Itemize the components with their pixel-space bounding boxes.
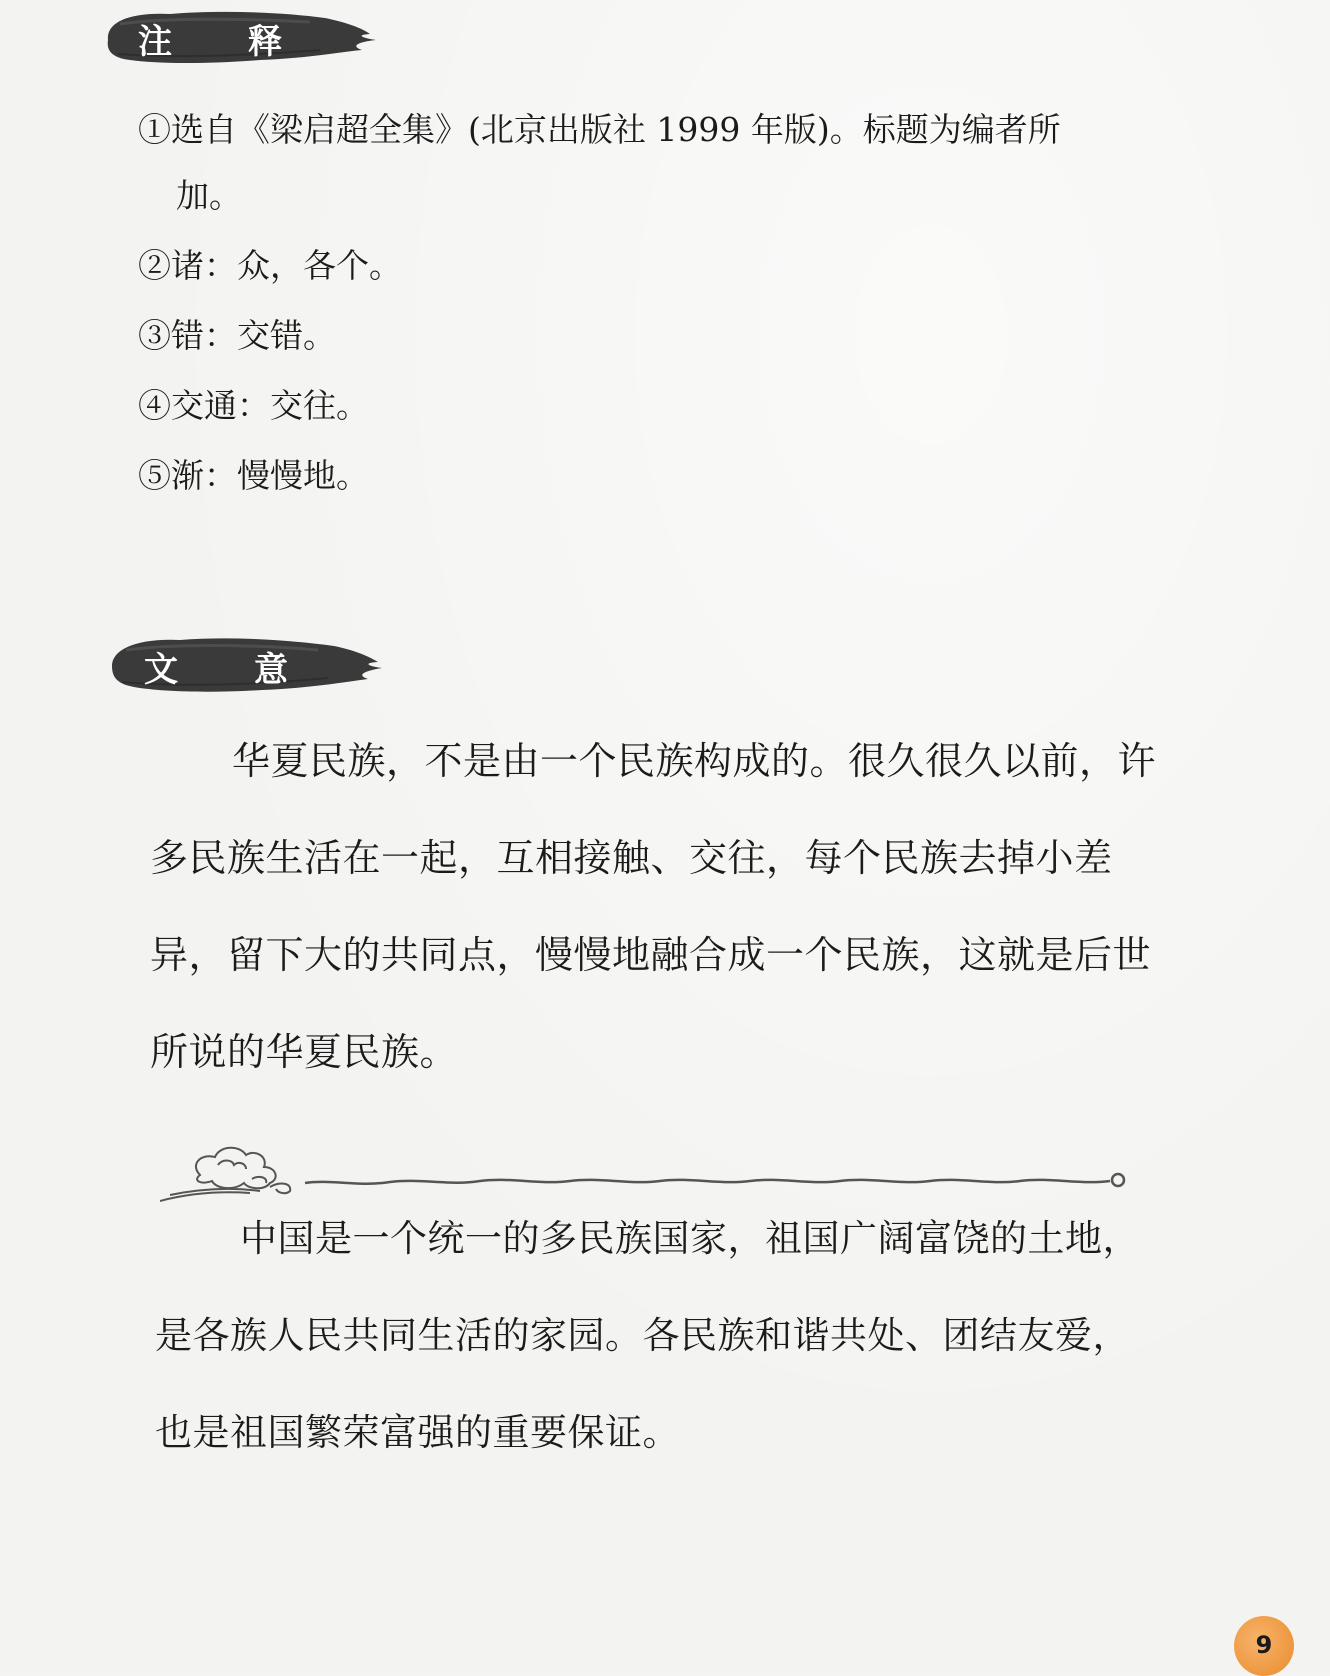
meaning-paragraph: [150, 713, 1200, 1101]
unity-line-2: 是各族人民共同生活的家园。各民族和谐共处、团结友爱，: [155, 1314, 1130, 1357]
unity-line-1: 中国是一个统一的多民族国家，祖国广阔富饶的土地，: [240, 1217, 1140, 1260]
meaning-line-2: 多民族生活在一起，互相接触、交往，每个民族去掉小差: [150, 836, 1113, 880]
notes-list: [138, 95, 1198, 511]
page-number-badge: 9: [1234, 1616, 1294, 1676]
meaning-line-3: 异，留下大的共同点，慢慢地融合成一个民族，这就是后世: [150, 933, 1152, 977]
unity-paragraph: [155, 1190, 1200, 1481]
meaning-header-char2: 意: [254, 650, 288, 690]
meaning-line-4: 所说的华夏民族。: [150, 1030, 459, 1074]
note-item-4: ④交通：交往。: [138, 386, 369, 425]
note-item-2: ②诸：众，各个。: [138, 246, 402, 285]
meaning-section-header: [106, 630, 386, 700]
note-item-5: ⑤渐：慢慢地。: [138, 456, 369, 495]
note-item-1: ①选自《梁启超全集》(北京出版社 1999 年版)。标题为编者所: [138, 110, 1061, 149]
notes-section-header: [100, 2, 380, 72]
notes-header-char2: 释: [248, 22, 282, 62]
note-item-1-continuation: 加。: [176, 176, 242, 215]
note-item-3: ③错：交错。: [138, 316, 336, 355]
meaning-header-char1: 文: [144, 650, 178, 690]
notes-header-char1: 注: [138, 22, 172, 62]
unity-line-3: 也是祖国繁荣富强的重要保证。: [155, 1411, 680, 1454]
meaning-line-1: 华夏民族，不是由一个民族构成的。很久很久以前，许: [232, 739, 1157, 783]
